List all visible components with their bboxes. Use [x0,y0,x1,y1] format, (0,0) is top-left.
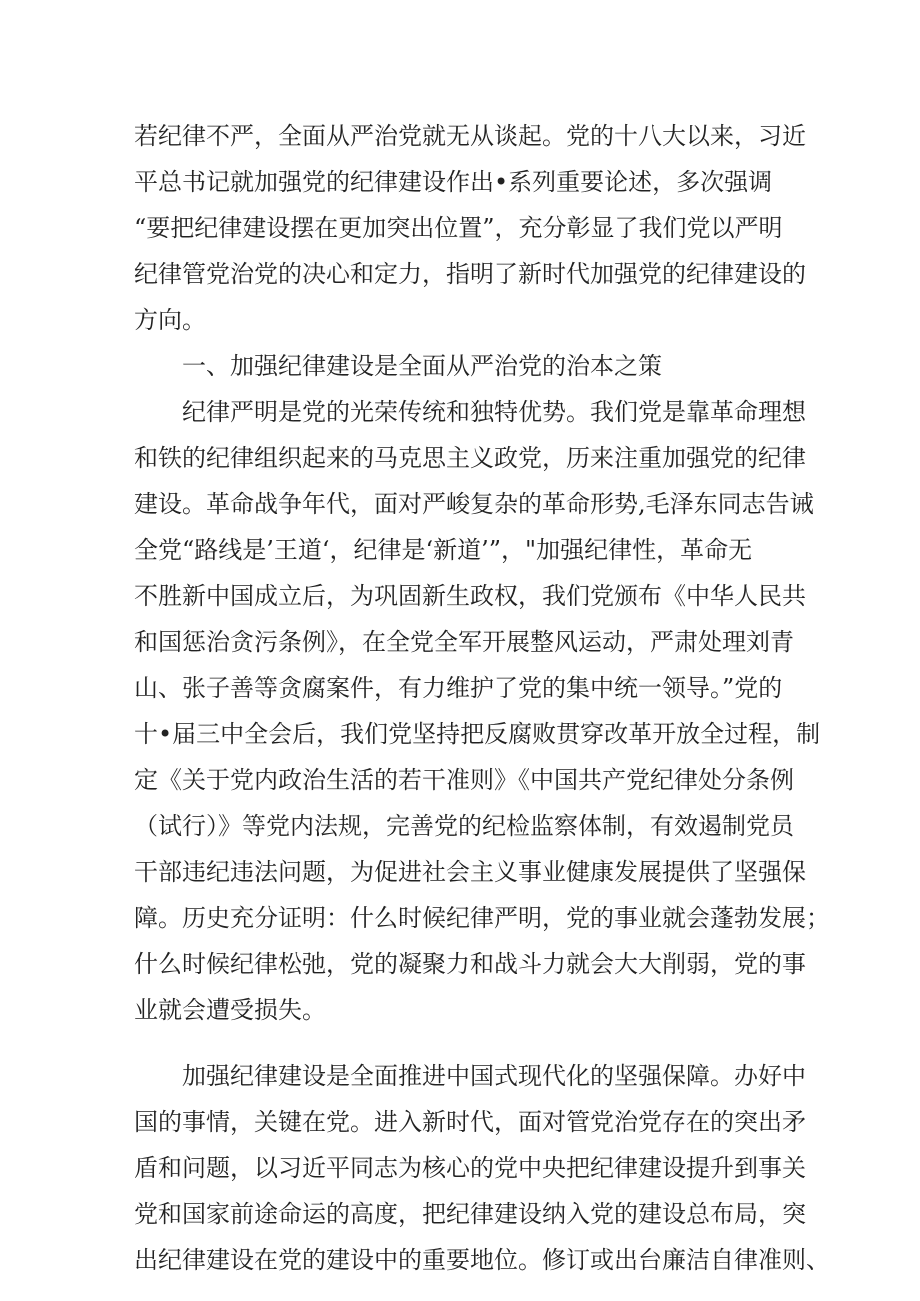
text-line: 山、张子善等贪腐案件，有力维护了党的集中统一领导。”党的 [134,674,783,702]
text-line: “要把纪律建设摆在更加突出位置”，充分彰显了我们党以严明 [134,214,783,242]
paragraph-gap [134,1033,814,1053]
text-line: 加强纪律建设是全面推进中国式现代化的坚强保障。办好中 [182,1062,806,1090]
text-line: 什么时候纪律松弛，党的凝聚力和战斗力就会大大削弱，党的事 [134,950,806,978]
text-line: 定《关于党内政治生活的若干准则》《中国共产党纪律处分条例 [134,766,794,794]
text-line: 平总书记就加强党的纪律建设作出•系列重要论述，多次强调 [134,168,773,196]
text-line: 不胜新中国成立后，为巩固新生政权，我们党颁布《中华人民共 [134,582,806,610]
paragraph-intro [134,113,814,343]
text-line: 方向。 [134,306,206,334]
text-line: （试行）》等党内法规，完善党的纪检监察体制，有效遏制党员 [134,812,794,840]
text-line: 干部违纪违法问题，为促进社会主义事业健康发展提供了坚强保 [134,858,806,886]
text-line: 党和国家前途命运的高度，把纪律建设纳入党的建设总布局，突 [134,1200,806,1228]
text-line: 和铁的纪律组织起来的马克思主义政党，历来注重加强党的纪律 [134,444,806,472]
text-line: 纪律管党治党的决心和定力，指明了新时代加强党的纪律建设的 [134,260,806,288]
text-line: 建设。革命战争年代，面对严峻复杂的革命形势,毛泽东同志告诫 [134,490,814,518]
text-line: 障。历史充分证明：什么时候纪律严明，党的事业就会蓬勃发展； [134,904,830,932]
paragraph-history [134,389,830,1033]
text-line: 纪律严明是党的光荣传统和独特优势。我们党是靠革命理想 [182,398,806,426]
text-line: 出纪律建设在党的建设中的重要地位。修订或出台廉洁自律准则、 [134,1246,830,1274]
section-heading [134,343,814,389]
text-line: 全党“路线是’王道‘，纪律是‘新道’”，"加强纪律性，革命无 [134,536,753,564]
text-line: 业就会遭受损失。 [134,996,326,1024]
text-line: 和国惩治贪污条例》，在全党全军开展整风运动，严肃处理刘青 [134,628,794,656]
document-body [134,113,830,1283]
text-line: 国的事情，关键在党。进入新时代，面对管党治党存在的突出矛 [134,1108,806,1136]
text-line: 十•届三中全会后，我们党坚持把反腐败贯穿改革开放全过程，制 [134,720,821,748]
text-line: 盾和问题，以习近平同志为核心的党中央把纪律建设提升到事关 [134,1154,806,1182]
paragraph-modernization [134,1053,830,1283]
text-line: 若纪律不严，全面从严治党就无从谈起。党的十八大以来，习近 [134,122,806,150]
heading-line: 一、加强纪律建设是全面从严治党的治本之策 [182,352,662,380]
